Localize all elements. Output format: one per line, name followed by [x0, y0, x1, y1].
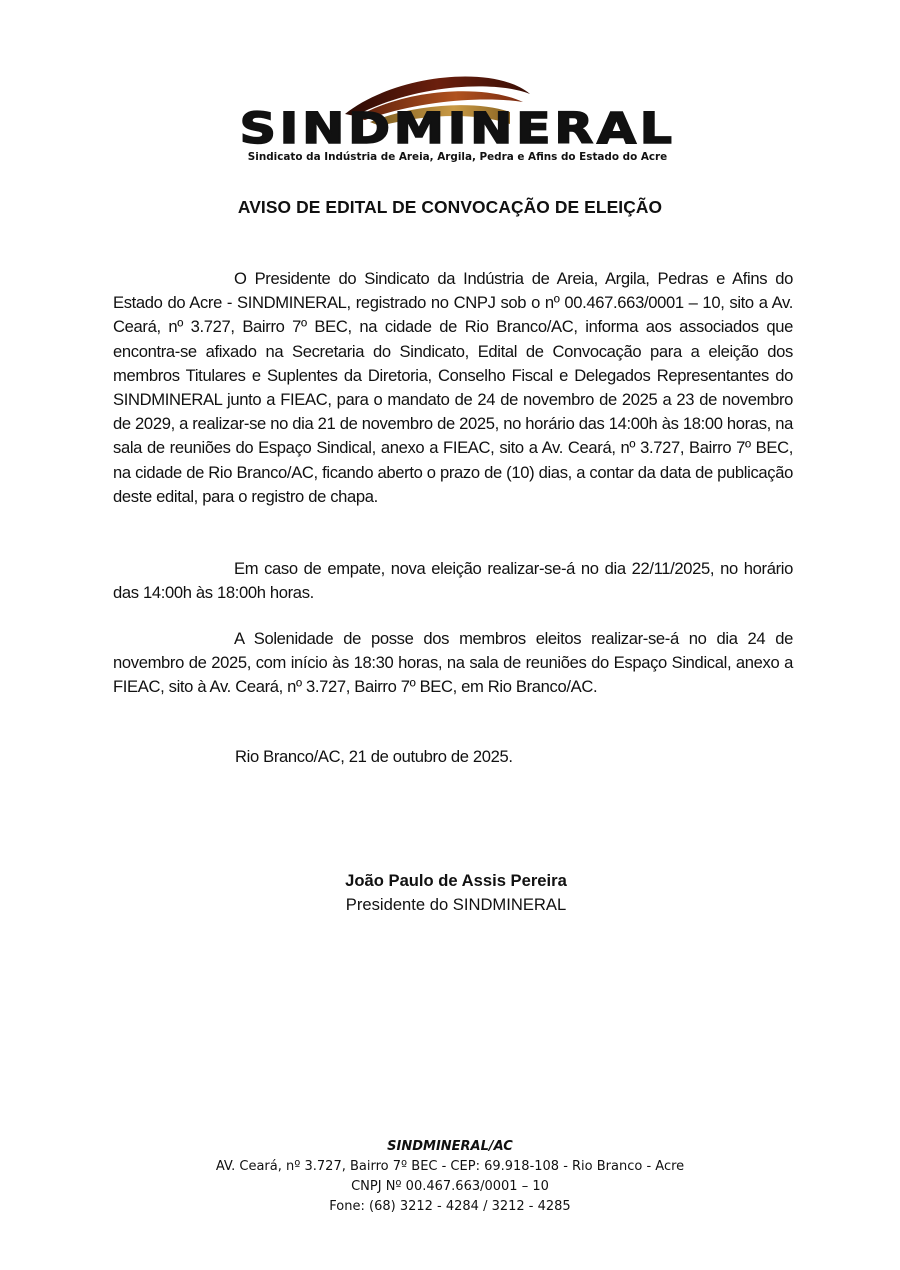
dateline: Rio Branco/AC, 21 de outubro de 2025.	[235, 747, 513, 766]
paragraph-text: O Presidente do Sindicato da Indústria de Areia, Argila, Pedras e Afins do Estado do Acre - SINDMINERAL, registrado no CNPJ sob o nº 00.467.663/0001 – 10, sito a Av. Ceará, nº 3.727, Bairro 7º BEC, na cidade de Rio Branco/AC, informa aos associados que encontra-se afixado na Secretaria do Sindicato, Edital de Convocação para a eleição dos membros Titulares e Suplentes da Diretoria, Conselho Fiscal e Delegados Representantes do SINDMINERAL junto a FIEAC, para o mandato de 24 de novembro de 2025 a 23 de novembro de 2029, a realizar-se no dia 21 de novembro de 2025, no horário das 14:00h às 18:00 horas, na sala de reuniões do Espaço Sindical, anexo a FIEAC, sito a Av. Ceará, nº 3.727, Bairro 7º BEC, na cidade de Rio Branco/AC, ficando aberto o prazo de (10) dias, a contar da data de publicação deste edital, para o registro de chapa.	[113, 269, 793, 506]
footer	[0, 1137, 900, 1217]
paragraph-tiebreak	[113, 557, 793, 605]
paragraph-convocation	[113, 267, 793, 509]
sindmineral-logo	[205, 66, 710, 163]
footer-org: SINDMINERAL/AC	[387, 1139, 513, 1154]
signatory-name: João Paulo de Assis Pereira	[345, 871, 567, 890]
footer-cnpj: CNPJ Nº 00.467.663/0001 – 10	[351, 1179, 549, 1194]
paragraph-inauguration	[113, 627, 793, 700]
logo-wordmark: SINDMINERAL	[239, 104, 676, 154]
footer-phone: Fone: (68) 3212 - 4284 / 3212 - 4285	[329, 1199, 571, 1214]
signature-block	[0, 869, 900, 917]
document-title: AVISO DE EDITAL DE CONVOCAÇÃO DE ELEIÇÃO	[237, 197, 663, 217]
footer-address: AV. Ceará, nº 3.727, Bairro 7º BEC - CEP: 69.918-108 - Rio Branco - Acre	[215, 1159, 685, 1174]
logo-tagline: Sindicato da Indústria de Areia, Argila, Pedra e Afins do Estado do Acre	[247, 151, 668, 163]
paragraph-text: A Solenidade de posse dos membros eleitos realizar-se-á no dia 24 de novembro de 2025, com início às 18:30 horas, na sala de reuniões do Espaço Sindical, anexo a FIEAC, sito à Av. Ceará, nº 3.727, Bairro 7º BEC, em Rio Branco/AC.	[113, 629, 793, 697]
signatory-role: Presidente do SINDMINERAL	[345, 895, 567, 914]
paragraph-text: Em caso de empate, nova eleição realizar-se-á no dia 22/11/2025, no horário das 14:00h às 18:00h horas.	[113, 559, 793, 603]
